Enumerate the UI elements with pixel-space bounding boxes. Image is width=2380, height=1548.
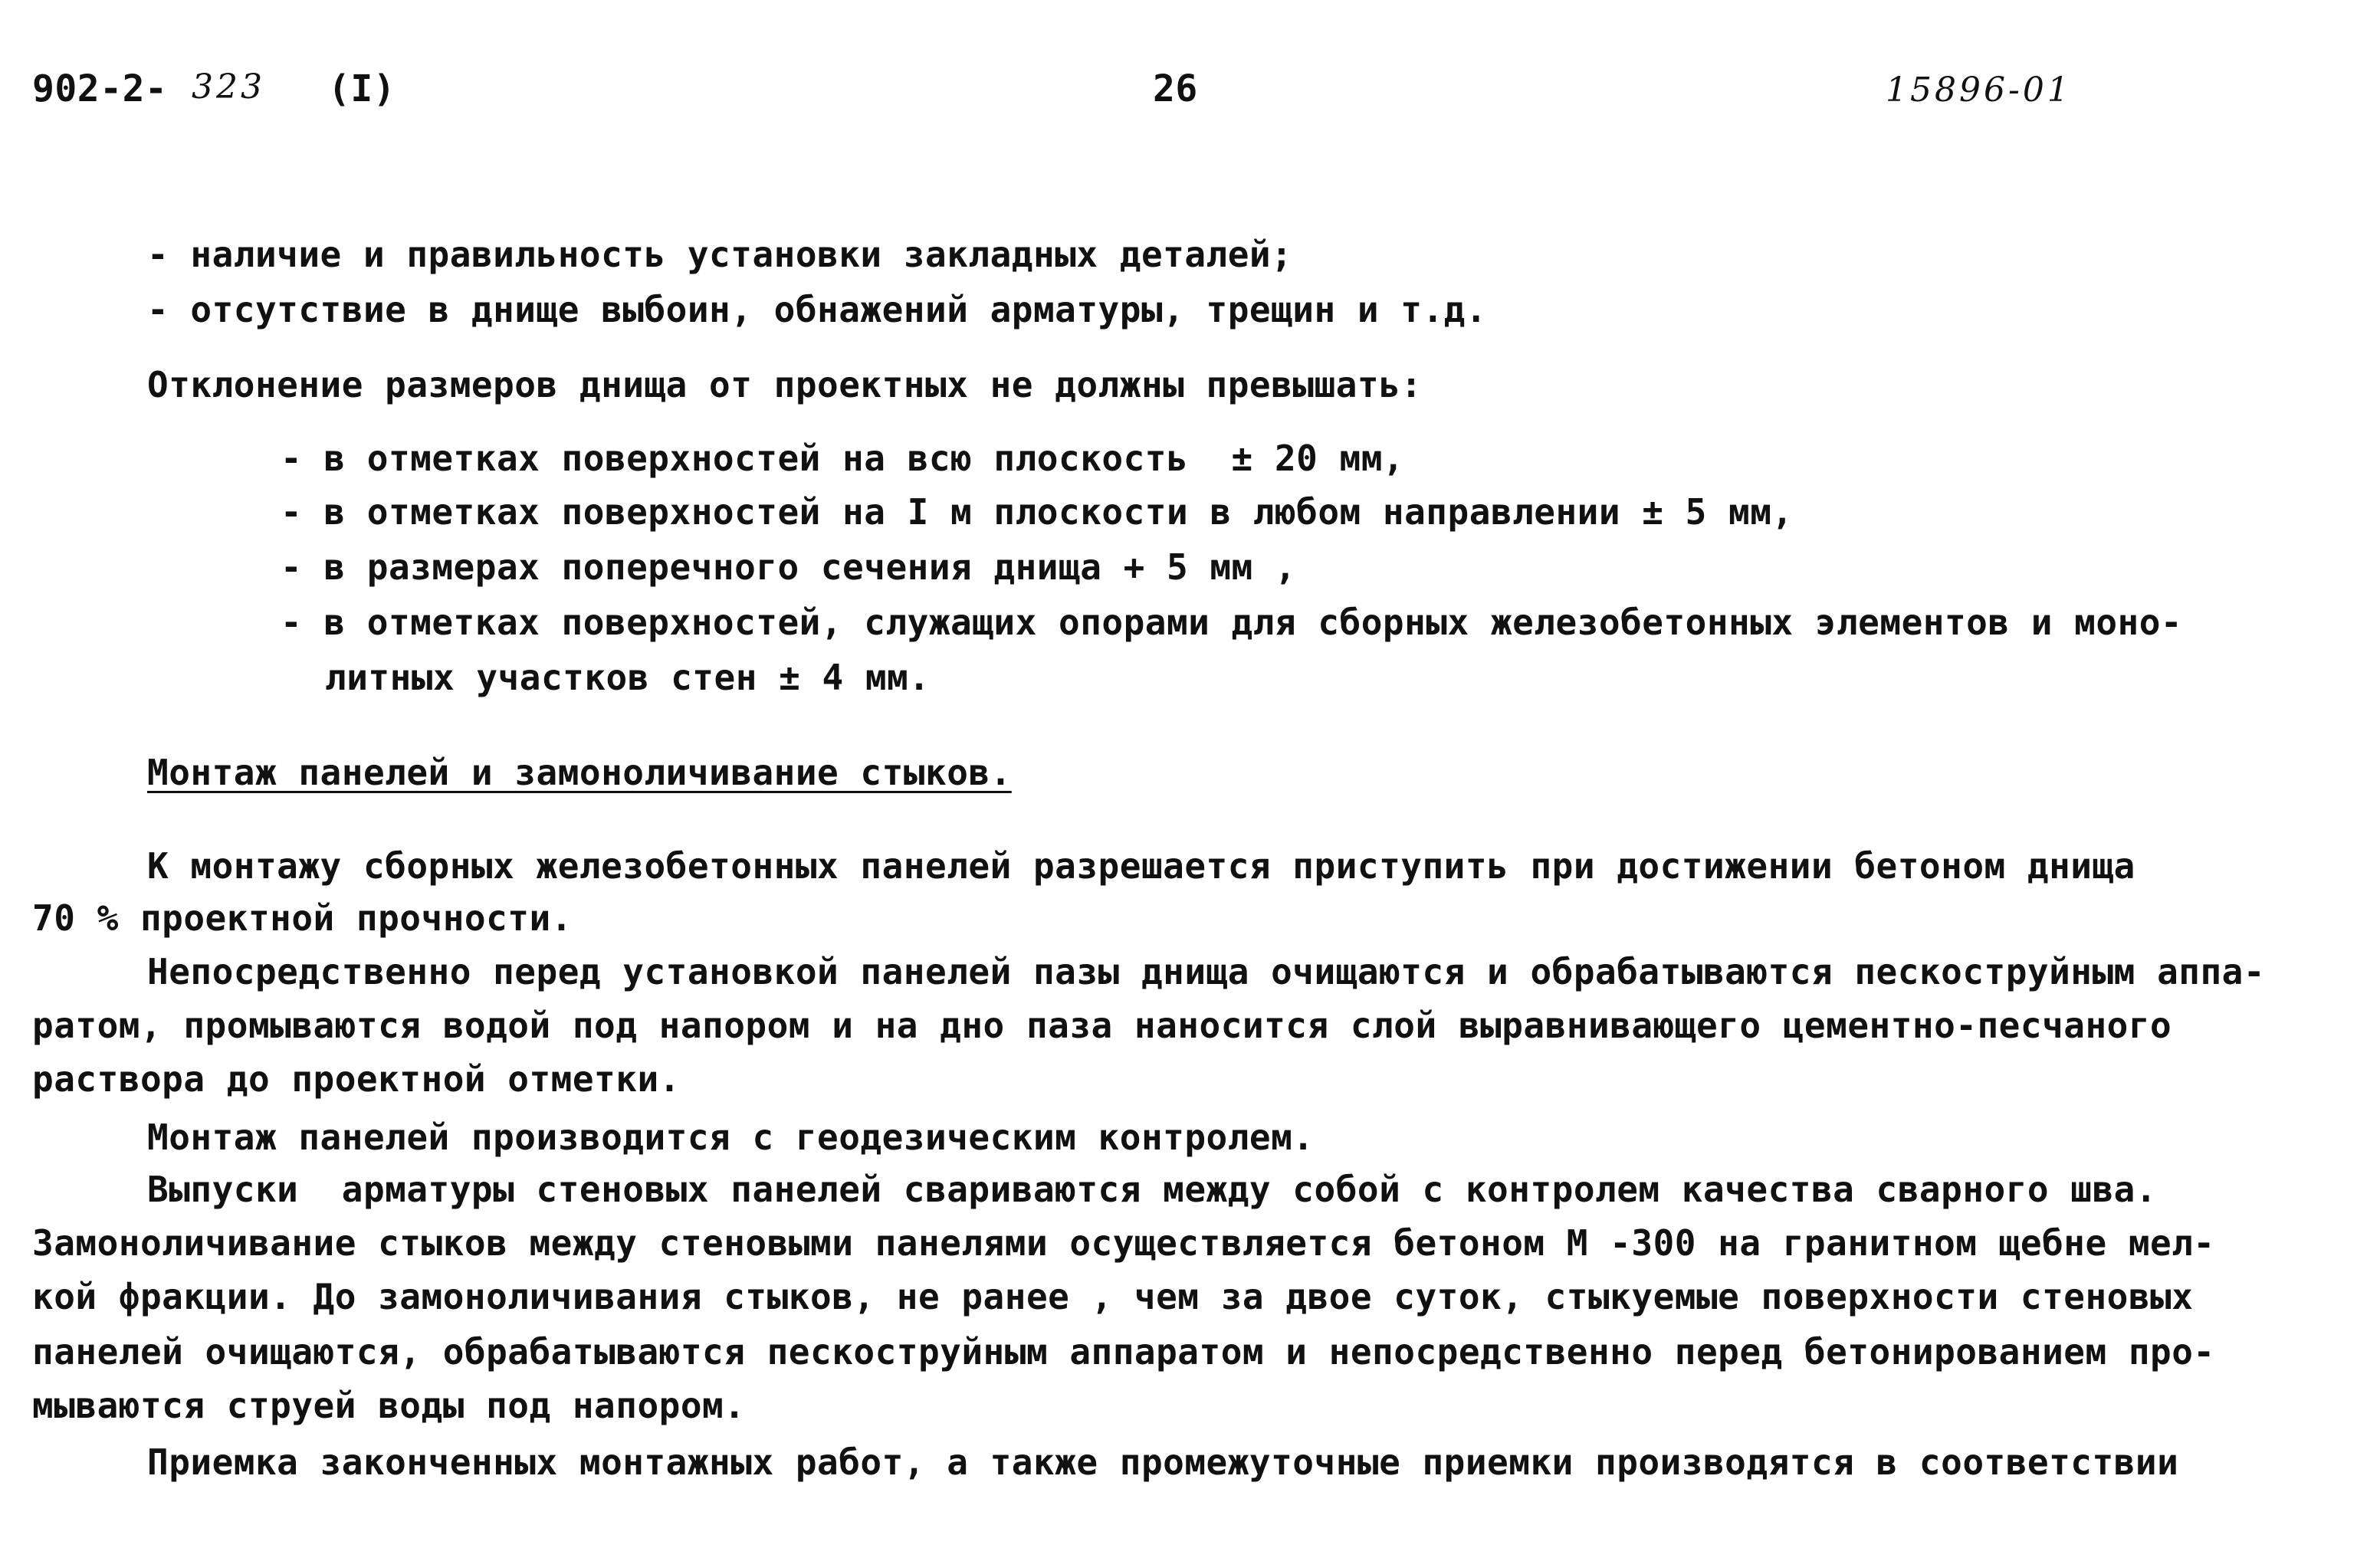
paragraph-line: Выпуски арматуры стеновых панелей свариваются между собой с контролем качества сварного шва. (147, 1169, 2158, 1210)
deviation-item: - в отметках поверхностей на всю плоскость ± 20 мм, (281, 438, 1405, 479)
doc-number-handwritten: 323 (192, 67, 265, 107)
deviation-intro: Отклонение размеров днища от проектных не должны превышать: (147, 364, 1423, 405)
paragraph-line: 70 % проектной прочности. (32, 897, 573, 939)
bullet-line: - наличие и правильность установки закладных деталей; (147, 234, 1293, 275)
deviation-item: - в размерах поперечного сечения днища + 5 мм , (281, 546, 1297, 588)
archive-number-handwritten: 15896-01 (1886, 71, 2072, 110)
paragraph-line: мываются струей воды под напором. (32, 1385, 746, 1426)
section-title: Монтаж панелей и замоноличивание стыков. (147, 752, 1012, 793)
paragraph-line: кой фракции. До замоноличивания стыков, не ранее , чем за двое суток, стыкуемые поверхности стеновых (32, 1276, 2194, 1317)
page-number: 26 (1153, 67, 1198, 110)
deviation-item: - в отметках поверхностей на I м плоскости в любом направлении ± 5 мм, (281, 491, 1794, 533)
deviation-item-continuation: литных участков стен ± 4 мм. (325, 657, 931, 698)
paragraph-line: Непосредственно перед установкой панелей пазы днища очищаются и обрабатываются пескоструйным аппа- (147, 951, 2266, 992)
paragraph-line: Приемка законченных монтажных работ, а также промежуточные приемки производятся в соответствии (147, 1441, 2179, 1483)
bullet-line: - отсутствие в днище выбоин, обнажений арматуры, трещин и т.д. (147, 289, 1488, 330)
paragraph-line: панелей очищаются, обрабатываются пескоструйным аппаратом и непосредственно перед бетонированием про- (32, 1331, 2215, 1373)
doc-series: 902-2- (32, 67, 168, 110)
paragraph-line: Монтаж панелей производится с геодезическим контролем. (147, 1117, 1315, 1158)
paragraph-line: ратом, промываются водой под напором и на дно паза наносится слой выравнивающего цементно-песчаного (32, 1005, 2172, 1046)
paragraph-line: раствора до проектной отметки. (32, 1058, 681, 1100)
paragraph-line: К монтажу сборных железобетонных панелей разрешается приступить при достижении бетоном днища (147, 845, 2135, 887)
paragraph-line: Замоноличивание стыков между стеновыми панелями осуществляется бетоном М -300 на гранитном щебне мел- (32, 1222, 2215, 1264)
doc-part: (I) (328, 67, 396, 110)
deviation-item: - в отметках поверхностей, служащих опорами для сборных железобетонных элементов и моно- (281, 602, 2183, 643)
